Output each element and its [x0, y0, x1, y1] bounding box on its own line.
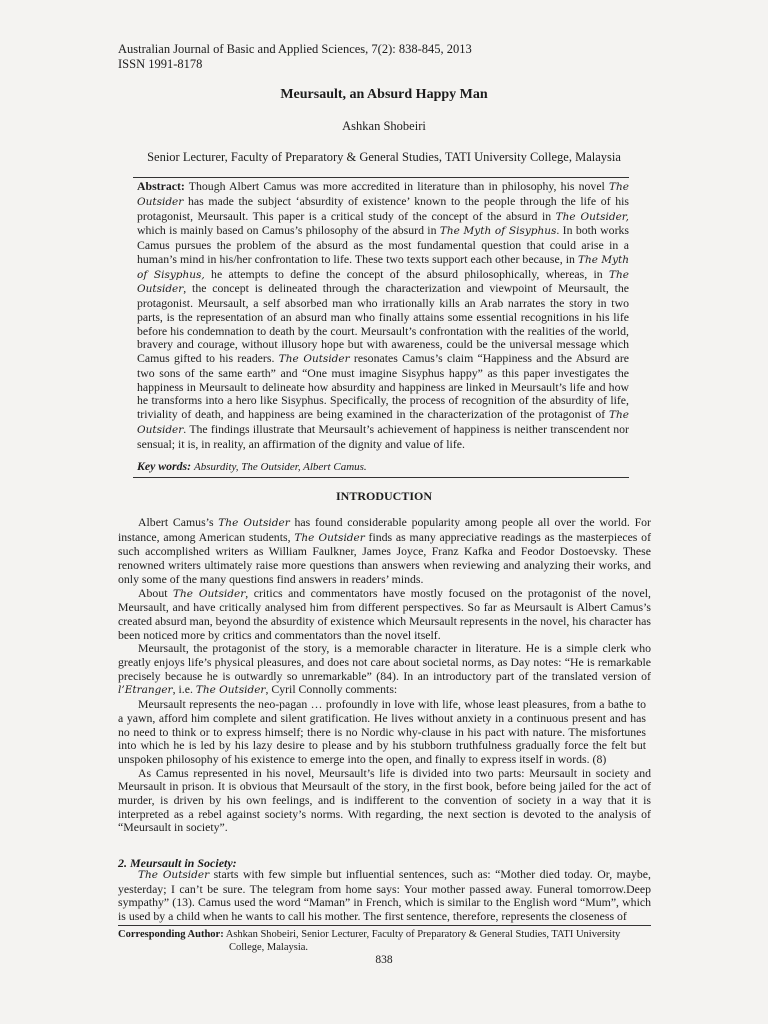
journal-header	[118, 42, 472, 72]
abstract-bottom-rule	[133, 477, 629, 478]
paragraph: The Outsider starts with few simple but influential sentences, such as: “Mother died today. Or, maybe, yesterday; I can’t be sure. The telegram from home says: Your mother passed away. Funeral tomorrow.Deep sympathy” (13). Camus used the word “Maman” in French, which is similar to the English word “Mum”, which is used by a child when he wants to call his mother. The first sentence, therefore, represents the closeness of	[118, 867, 651, 924]
abstract-top-rule	[133, 177, 629, 178]
page-number: 838	[375, 954, 393, 966]
keywords-value: Absurdity, The Outsider, Albert Camus.	[194, 461, 367, 473]
abstract-text: he attempts to define the concept of the absurd philosophically, whereas, in	[204, 266, 610, 281]
section-2-body	[118, 868, 651, 924]
abstract-text: resonates Camus’s claim “Happiness and the Absurd are two sons of the same earth” and “One must imagine Sisyphus happy” as this paper investigates the happiness in Meursault to delineate how absurdity and happiness are linked in Meursault’s life and how he transforms into a hero like Sisyphus. Specifically, the process of recognition of the absurdity of life, triviality of death, and happiness are being examined in the characterization of the protagonist of	[137, 351, 630, 421]
abstract-italic: The Myth of Sisyphus,	[137, 253, 629, 281]
paper-title: Meursault, an Absurd Happy Man	[280, 87, 488, 102]
paragraph: About The Outsider, critics and commentators have mostly focused on the protagonist of the novel, Meursault, and have critically analysed him from different perspectives. So far as Meursault is Albert Camus’s created absurd man, beyond the absurdity of existence which Meursault represents in the novel, his character has been noticed more by critics and commentators than the novel itself.	[118, 585, 651, 642]
abstract-italic: The Outsider	[278, 353, 350, 365]
abstract-text: , the concept is delineated through the characterization and viewpoint of Meursault, the protagonist. Meursault, a self absorbed man who irrationally kills an Arab narrates the story in two parts, is the representation of an absurd man who finally attains some essential recognitions in his life before his condemnation to death by the court. Meursault’s confrontation with the realities of the world, bravery and courage, without illusory hope but with awareness, could be the universal message which Camus gifted to his readers.	[137, 281, 629, 365]
abstract-text: Though Albert Camus was more accredited in literature than in philosophy, his novel	[184, 179, 610, 193]
abstract-italic: The Outsider	[137, 409, 629, 436]
section-2-heading: 2. Meursault in Society:	[118, 856, 237, 870]
abstract-italic: The Myth of Sisyphus	[439, 225, 557, 238]
keywords-label: Key words:	[137, 459, 192, 473]
paragraph: As Camus represented in his novel, Meursault’s life is divided into two parts: Meursault in society and Meursault in prison. It is obvious that Meursault of the story, in the first book, before being jailed for the act of murder, is driven by his own feelings, and is indifferent to the convention of society in a way that it is interpreted as a rebel against society’s norms. With regarding, the next section is devoted to the analysis of “Meursault in society”.	[118, 765, 651, 835]
introduction-heading: INTRODUCTION	[335, 489, 432, 503]
journal-citation: Australian Journal of Basic and Applied Sciences, 7(2): 838-845, 2013	[118, 42, 472, 56]
abstract-text: has made the subject ‘absurdity of existence’ known to the people through the life of his protagonist, Meursault. This paper is a critical study of the concept of the absurd in	[137, 193, 629, 223]
abstract-italic: The Outsider,	[555, 210, 629, 223]
abstract-italic: The Outsider	[137, 268, 629, 296]
issn: ISSN 1991-8178	[118, 57, 203, 71]
abstract-label: Abstract:	[137, 179, 185, 193]
corresponding-author-text-2: College, Malaysia.	[229, 942, 309, 953]
author-affiliation: Senior Lecturer, Faculty of Preparatory & General Studies, TATI University College, Malaysia	[147, 150, 621, 164]
author-name: Ashkan Shobeiri	[342, 119, 426, 133]
corresponding-author	[118, 928, 651, 954]
abstract-text: . The findings illustrate that Meursault’s achievement of happiness is neither transcendent nor sensual; it is, in reality, an affirmation of the dignity and value of life.	[137, 421, 629, 451]
footnote-rule	[118, 925, 651, 926]
corresponding-author-label: Corresponding Author:	[118, 929, 224, 940]
block-quote: Meursault represents the neo-pagan … profoundly in love with life, whose least pleasures, from a bathe to a yawn, afford him complete and silent gratification. He lives without anxiety in a continuous present and has no need to think or to express himself; there is no Nordic why-clause in his pact with nature. The misfortunes into which he is led by his lazy desire to please and by his stubborn truthfulness gradually force the felt but unspoken philosophy of his existence to emerge into the open, and finally to express itself in words. (8)	[118, 697, 646, 766]
keywords	[137, 459, 629, 474]
abstract	[137, 180, 629, 451]
abstract-text: . In both works Camus pursues the problem of the absurd as the most fundamental question that could arise in a human’s mind in his/her confrontation to life. These two texts support each other because, in	[137, 223, 630, 266]
abstract-italic: The Outsider	[137, 181, 629, 208]
paragraph: Meursault, the protagonist of the story, is a memorable character in literature. He is a simple clerk who greatly enjoys life’s physical pleasures, and does not care about societal norms, as Day notes: “He is remarkable precisely because he is outwardly so unremarkable” (84). In an introductory part of the translated version of l’Etranger, i.e. The Outsider, Cyril Connolly comments:	[118, 641, 651, 697]
abstract-text: which is mainly based on Camus’s philosophy of the absurd in	[137, 223, 440, 238]
introduction-body	[118, 516, 651, 835]
corresponding-author-text: Ashkan Shobeiri, Senior Lecturer, Faculty of Preparatory & General Studies, TATI University	[223, 929, 621, 940]
paragraph: Albert Camus’s The Outsider has found considerable popularity among people all over the world. For instance, among American students, The Outsider finds as many appreciative readings as the masterpieces of such accomplished writers as William Faulkner, James Joyce, Franz Kafka and Feodor Dostoevsky. These renowned writers ultimately raise more questions than answers when reviewing and analyzing their works, and only some of the many questions find answers in readers’ minds.	[118, 515, 652, 586]
